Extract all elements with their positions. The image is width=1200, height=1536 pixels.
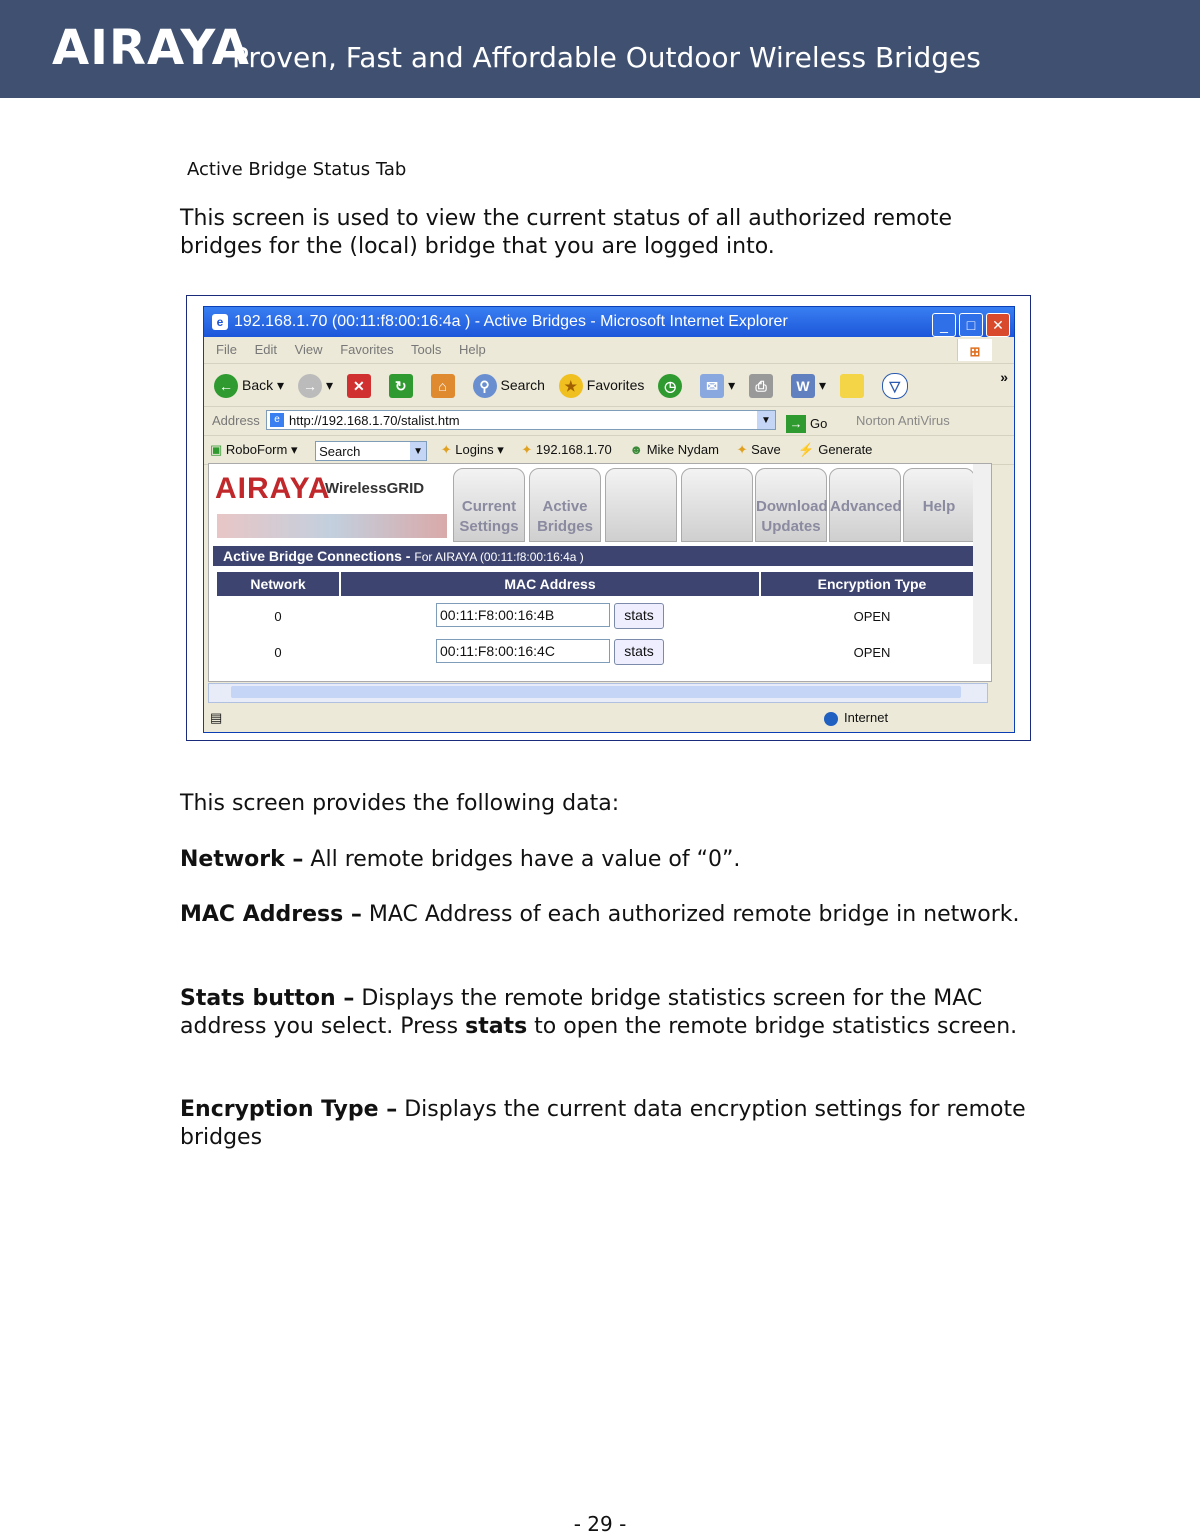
tab-current-settings[interactable]: Current Settings bbox=[453, 468, 525, 542]
ip-login-button[interactable] bbox=[521, 436, 611, 464]
stats-button[interactable]: stats bbox=[614, 603, 664, 629]
stop-icon: ✕ bbox=[347, 374, 371, 398]
network-desc: All remote bridges have a value of “0”. bbox=[303, 847, 741, 872]
menu-view[interactable]: View bbox=[294, 342, 323, 357]
more-chevron-icon[interactable]: » bbox=[1000, 369, 1008, 385]
identity-label: Mike Nydam bbox=[646, 442, 719, 457]
provides-paragraph: This screen provides the following data: bbox=[180, 791, 620, 816]
encryption-term: Encryption Type – bbox=[180, 1097, 398, 1122]
screenshot-frame bbox=[186, 295, 1031, 741]
stats-definition bbox=[180, 985, 1040, 1041]
identity-icon: ☻ bbox=[629, 442, 644, 457]
mail-icon: ✉ bbox=[700, 374, 724, 398]
section-title-bar bbox=[213, 546, 985, 566]
mail-button[interactable]: ✉ ▾ bbox=[700, 364, 735, 406]
network-definition bbox=[180, 846, 1040, 874]
col-mac-address: MAC Address bbox=[340, 571, 760, 597]
note-icon bbox=[840, 374, 864, 398]
mac-cell bbox=[340, 597, 760, 634]
stats-bold: stats bbox=[465, 1014, 528, 1039]
page-number: - 29 - bbox=[573, 1512, 627, 1536]
triangle-icon: ▽ bbox=[882, 373, 908, 399]
airaya-logo: AIRAYA bbox=[52, 20, 250, 76]
home-button[interactable] bbox=[431, 364, 459, 406]
generate-label: Generate bbox=[818, 442, 873, 457]
identity-button[interactable] bbox=[629, 436, 719, 464]
scrollbar-thumb[interactable] bbox=[231, 686, 961, 698]
history-button[interactable] bbox=[658, 364, 686, 406]
messenger-button[interactable] bbox=[882, 364, 912, 406]
col-encryption-type: Encryption Type bbox=[760, 571, 984, 597]
encryption-cell: OPEN bbox=[853, 608, 891, 624]
go-arrow-icon: → bbox=[786, 415, 806, 433]
network-term: Network – bbox=[180, 847, 304, 872]
stats-term: Stats button – bbox=[180, 986, 355, 1011]
address-label: Address bbox=[212, 413, 260, 428]
roboform-button[interactable]: ▣ RoboForm ▾ bbox=[210, 442, 298, 457]
edit-button[interactable]: W ▾ bbox=[791, 364, 826, 406]
roboform-search-input[interactable] bbox=[315, 441, 427, 461]
stop-button[interactable] bbox=[347, 364, 375, 406]
ip-login-label: 192.168.1.70 bbox=[535, 442, 612, 457]
window-titlebar bbox=[204, 307, 1014, 337]
tab-blank-1[interactable] bbox=[605, 468, 677, 542]
roboform-toolbar bbox=[204, 436, 1014, 465]
history-icon: ◷ bbox=[658, 374, 682, 398]
section-subtitle: For AIRAYA (00:11:f8:00:16:4a ) bbox=[414, 550, 584, 564]
note-button[interactable] bbox=[840, 364, 868, 406]
save-label: Save bbox=[751, 442, 781, 457]
favorites-label: Favorites bbox=[586, 377, 645, 393]
horizontal-scrollbar[interactable] bbox=[208, 683, 988, 703]
search-dropdown-icon[interactable]: ▼ bbox=[410, 442, 426, 460]
header-banner bbox=[0, 0, 1200, 98]
menu-edit[interactable]: Edit bbox=[254, 342, 277, 357]
generate-button[interactable] bbox=[798, 436, 872, 464]
mac-definition bbox=[180, 901, 1040, 929]
login-star-icon: ✦ bbox=[521, 442, 533, 457]
security-zone bbox=[824, 705, 888, 731]
print-button[interactable] bbox=[749, 364, 777, 406]
tab-active-bridges[interactable]: Active Bridges bbox=[529, 468, 601, 542]
tab-advanced[interactable]: Advanced bbox=[829, 468, 901, 542]
home-icon: ⌂ bbox=[431, 374, 455, 398]
minimize-icon[interactable]: _ bbox=[932, 313, 956, 337]
app-product-name: WirelessGRID bbox=[325, 480, 425, 497]
network-cell: 0 bbox=[274, 644, 282, 660]
bridge-table bbox=[215, 570, 985, 670]
address-bar bbox=[204, 407, 1014, 436]
back-button[interactable]: ← Back ▾ bbox=[214, 364, 284, 406]
search-label: Search bbox=[500, 377, 545, 393]
word-icon: W bbox=[791, 374, 815, 398]
windows-logo-icon: ⊞ bbox=[957, 339, 992, 361]
go-button[interactable] bbox=[786, 410, 827, 438]
browser-toolbar bbox=[204, 364, 1014, 407]
go-label: Go bbox=[810, 416, 828, 431]
header-tagline: Proven, Fast and Affordable Outdoor Wireless Bridges bbox=[232, 41, 981, 74]
close-icon[interactable]: ✕ bbox=[986, 313, 1010, 337]
back-label: Back bbox=[242, 377, 274, 393]
city-skyline-image bbox=[217, 514, 447, 538]
maximize-icon[interactable]: □ bbox=[959, 313, 983, 337]
address-input[interactable] bbox=[266, 410, 776, 430]
network-cell: 0 bbox=[274, 608, 282, 624]
search-button[interactable] bbox=[473, 364, 545, 406]
menu-file[interactable]: File bbox=[216, 342, 237, 357]
page-icon: e bbox=[270, 413, 284, 427]
table-row bbox=[216, 634, 984, 670]
address-dropdown-icon[interactable]: ▼ bbox=[757, 411, 775, 429]
roboform-search-text: Search bbox=[319, 443, 361, 459]
forward-button[interactable]: → ▾ bbox=[298, 364, 333, 406]
page-content bbox=[208, 463, 992, 682]
status-bar bbox=[204, 705, 1014, 731]
logins-label: Logins bbox=[455, 442, 494, 457]
menu-favorites[interactable]: Favorites bbox=[340, 342, 394, 357]
menu-bar bbox=[204, 337, 1014, 364]
mac-desc: MAC Address of each authorized remote bridge in network. bbox=[361, 902, 1020, 927]
vertical-scrollbar[interactable] bbox=[973, 464, 991, 664]
menu-help[interactable]: Help bbox=[459, 342, 486, 357]
star-icon: ★ bbox=[559, 374, 583, 398]
tab-blank-2[interactable] bbox=[681, 468, 753, 542]
stats-button[interactable]: stats bbox=[614, 639, 664, 665]
menu-tools[interactable]: Tools bbox=[411, 342, 442, 357]
refresh-button[interactable] bbox=[389, 364, 417, 406]
mac-field[interactable]: 00:11:F8:00:16:4C bbox=[436, 639, 610, 663]
favorites-button[interactable] bbox=[559, 364, 645, 406]
back-arrow-icon: ← bbox=[214, 374, 238, 398]
app-logo: AIRAYA bbox=[215, 472, 331, 505]
encryption-cell: OPEN bbox=[853, 644, 891, 660]
window-title: 192.168.1.70 (00:11:f8:00:16:4a ) - Active Bridges - Microsoft Internet Explorer bbox=[234, 313, 788, 330]
stats-desc-2: to open the remote bridge statistics screen. bbox=[527, 1014, 1018, 1039]
logins-button[interactable]: ✦ Logins ▾ bbox=[440, 442, 504, 457]
forward-arrow-icon: → bbox=[298, 374, 322, 398]
mac-term: MAC Address – bbox=[180, 902, 362, 927]
norton-antivirus[interactable]: Norton AntiVirus bbox=[856, 413, 950, 428]
stats-desc-1: Displays the remote bridge statistics screen for the MAC address you select. Press bbox=[180, 986, 983, 1039]
section-title: Active Bridge Connections - bbox=[223, 548, 415, 564]
save-icon: ✦ bbox=[736, 442, 748, 457]
generate-icon: ⚡ bbox=[798, 442, 815, 457]
mac-field[interactable]: 00:11:F8:00:16:4B bbox=[436, 603, 610, 627]
status-page-icon: ▤ bbox=[210, 710, 223, 725]
search-icon: ⚲ bbox=[473, 374, 497, 398]
zone-label: Internet bbox=[844, 710, 889, 725]
logins-icon: ✦ bbox=[440, 442, 452, 457]
ie-icon: e bbox=[212, 314, 228, 330]
table-row bbox=[216, 597, 984, 634]
intro-paragraph: This screen is used to view the current status of all authorized remote bridges for the (local) bridge that you are logged into. bbox=[180, 206, 953, 259]
roboform-label: RoboForm bbox=[225, 442, 288, 457]
roboform-save-button[interactable] bbox=[737, 436, 781, 464]
col-network: Network bbox=[216, 571, 340, 597]
roboform-icon: ▣ bbox=[210, 442, 223, 457]
refresh-icon: ↻ bbox=[389, 374, 413, 398]
app-header bbox=[209, 464, 991, 546]
tab-help[interactable]: Help bbox=[903, 468, 975, 542]
address-url: http://192.168.1.70/stalist.htm bbox=[289, 413, 460, 428]
mac-cell bbox=[340, 634, 760, 670]
encryption-definition bbox=[180, 1096, 1040, 1152]
encryption-desc: Displays the current data encryption settings for remote bridges bbox=[180, 1097, 1026, 1150]
globe-icon bbox=[824, 712, 838, 726]
section-caption: Active Bridge Status Tab bbox=[187, 159, 407, 180]
tab-download-updates[interactable]: Download Updates bbox=[755, 468, 827, 542]
browser-window bbox=[203, 306, 1015, 733]
print-icon: ⎙ bbox=[749, 374, 773, 398]
